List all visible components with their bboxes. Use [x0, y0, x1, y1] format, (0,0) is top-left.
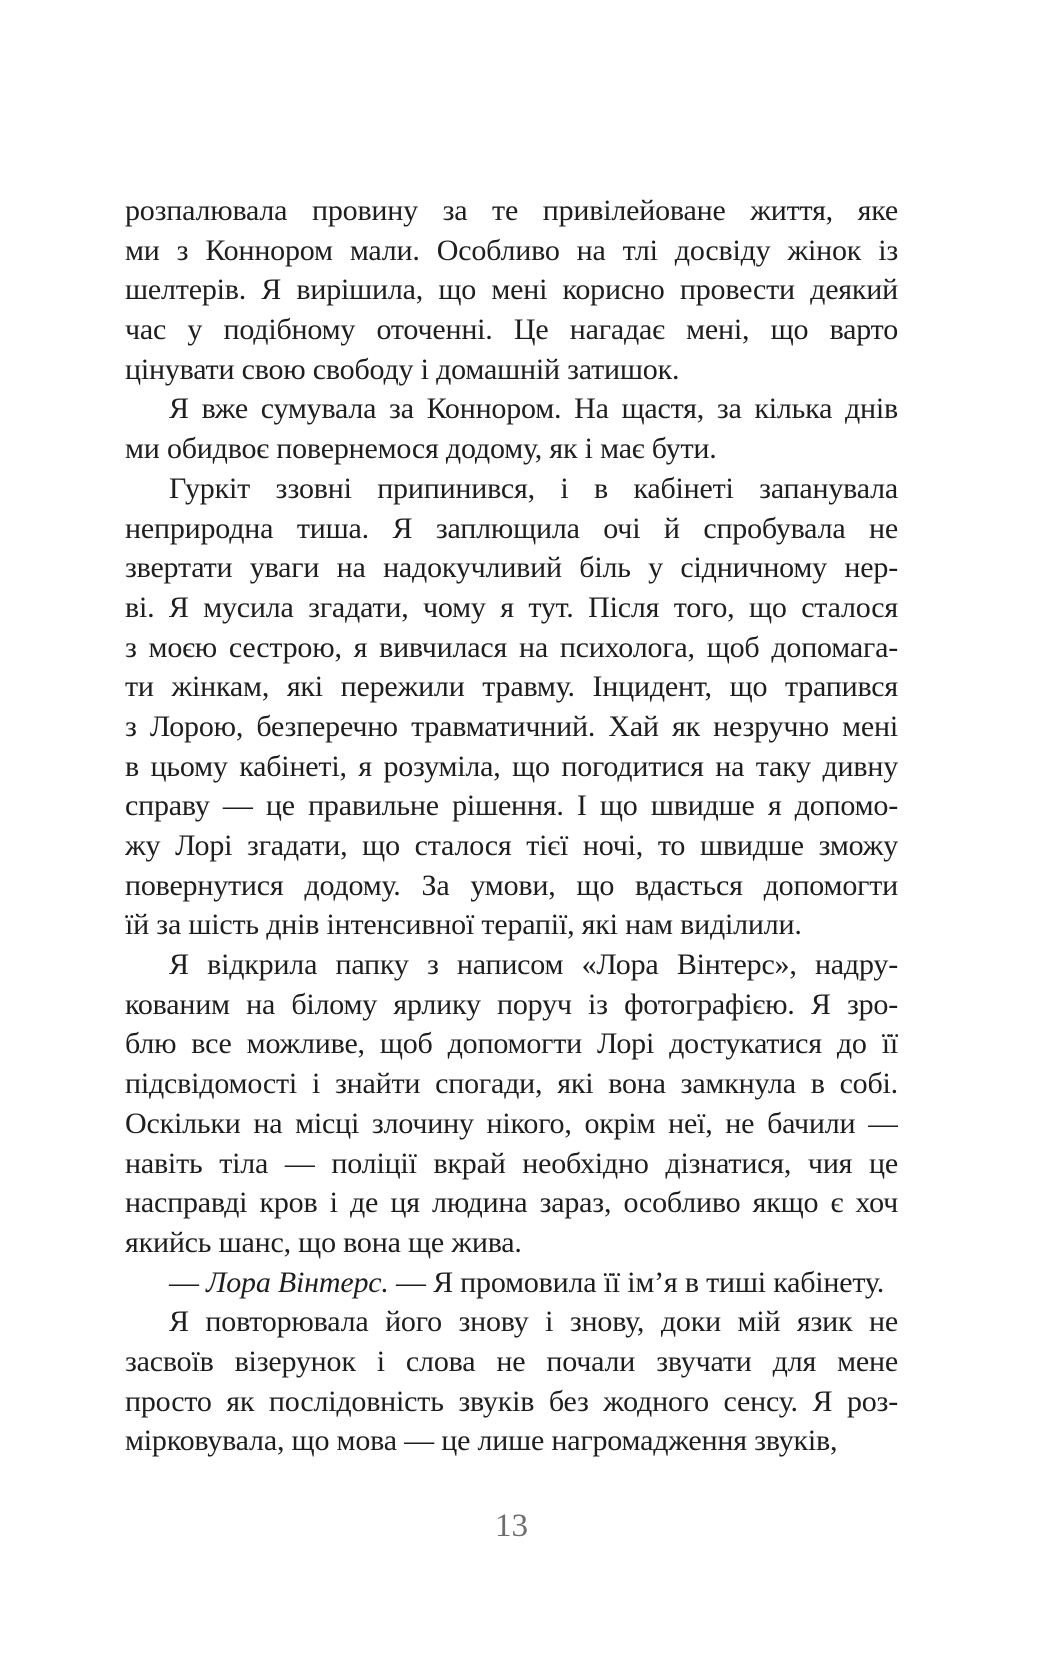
text-line: з Лорою, безперечно травматичний. Хай як незручно мені — [125, 709, 898, 743]
text-line: час у подібному оточенні. Це нагадає мені, що варто — [125, 313, 898, 347]
text-line-paragraph-start: Я вже сумувала за Коннором. На щастя, за кілька днів — [169, 392, 898, 426]
text-line-paragraph-end: якийсь шанс, що вона ще жива. — [125, 1225, 522, 1259]
text-line: звертати уваги на надокучливий біль у сідничному нер- — [125, 551, 898, 585]
page-number: 13 — [495, 1508, 528, 1544]
text-line: засвоїв візерунок і слова не почали звучати для мене — [125, 1344, 898, 1378]
text-line: просто як послідовність звуків без жодного сенсу. Я роз- — [125, 1384, 898, 1418]
text-line-paragraph-start: Гуркіт ззовні припинився, і в кабінеті запанувала — [169, 471, 898, 505]
text-line-paragraph-start: Я повторювала його знову і знову, доки мій язик не — [169, 1305, 898, 1339]
text-line: в цьому кабінеті, я розуміла, що погодитися на таку дивну — [125, 749, 898, 783]
text-line: ти жінкам, які пережили травму. Інцидент, що трапився — [125, 670, 898, 704]
text-line: Оскільки на місці злочину нікого, окрім неї, не бачили — — [125, 1106, 898, 1140]
text-line: навіть тіла — поліції вкрай необхідно дізнатися, чия це — [125, 1146, 898, 1180]
text-line-paragraph-start: Я відкрила папку з написом «Лора Вінтерс», надру- — [169, 948, 898, 982]
text-line: з моєю сестрою, я вивчилася на психолога, щоб допомага- — [125, 630, 898, 664]
text-line: повернутися додому. За умови, що вдасться допомогти — [125, 868, 898, 902]
dialogue-rest: — Я промовила її ім’я в тиші кабінету. — [388, 1265, 885, 1299]
text-line-paragraph-end: ми обидвоє повернемося додому, як і має бути. — [125, 432, 717, 466]
text-line: насправді кров і де ця людина зараз, особливо якщо є хоч — [125, 1186, 898, 1220]
dialogue-dash: — — [169, 1265, 207, 1299]
text-line: ми з Коннором мали. Особливо на тлі досвіду жінок із — [125, 233, 898, 267]
text-line: справу — це правильне рішення. І що швидше я допомо- — [125, 789, 898, 823]
body-text — [125, 191, 898, 1461]
text-line: розпалювала провину за те привілейоване життя, яке — [125, 194, 898, 227]
text-line: кованим на білому ярлику поруч із фотографією. Я зро- — [125, 987, 898, 1021]
text-line-paragraph-end: їй за шість днів інтенсивної терапії, які нам виділили. — [125, 908, 802, 942]
text-line: блю все можливе, щоб допомогти Лорі достукатися до її — [125, 1027, 898, 1061]
text-line: неприродна тиша. Я заплющила очі й спробувала не — [125, 511, 898, 545]
text-line: ві. Я мусила згадати, чому я тут. Після того, що сталося — [125, 590, 898, 624]
text-line: мірковувала, що мова — це лише нагромадження звуків, — [125, 1424, 838, 1458]
dialogue-line — [125, 1263, 898, 1303]
dialogue-name-italic: Лора Вінтерс. — [206, 1265, 389, 1299]
text-line: шелтерів. Я вирішила, що мені корисно провести деякий — [125, 273, 898, 307]
text-line-paragraph-end: цінувати свою свободу і домашній затишок. — [125, 352, 680, 386]
text-line: підсвідомості і знайти спогади, які вона замкнула в собі. — [125, 1067, 898, 1101]
text-line: жу Лорі згадати, що сталося тієї ночі, то швидше зможу — [125, 829, 898, 862]
